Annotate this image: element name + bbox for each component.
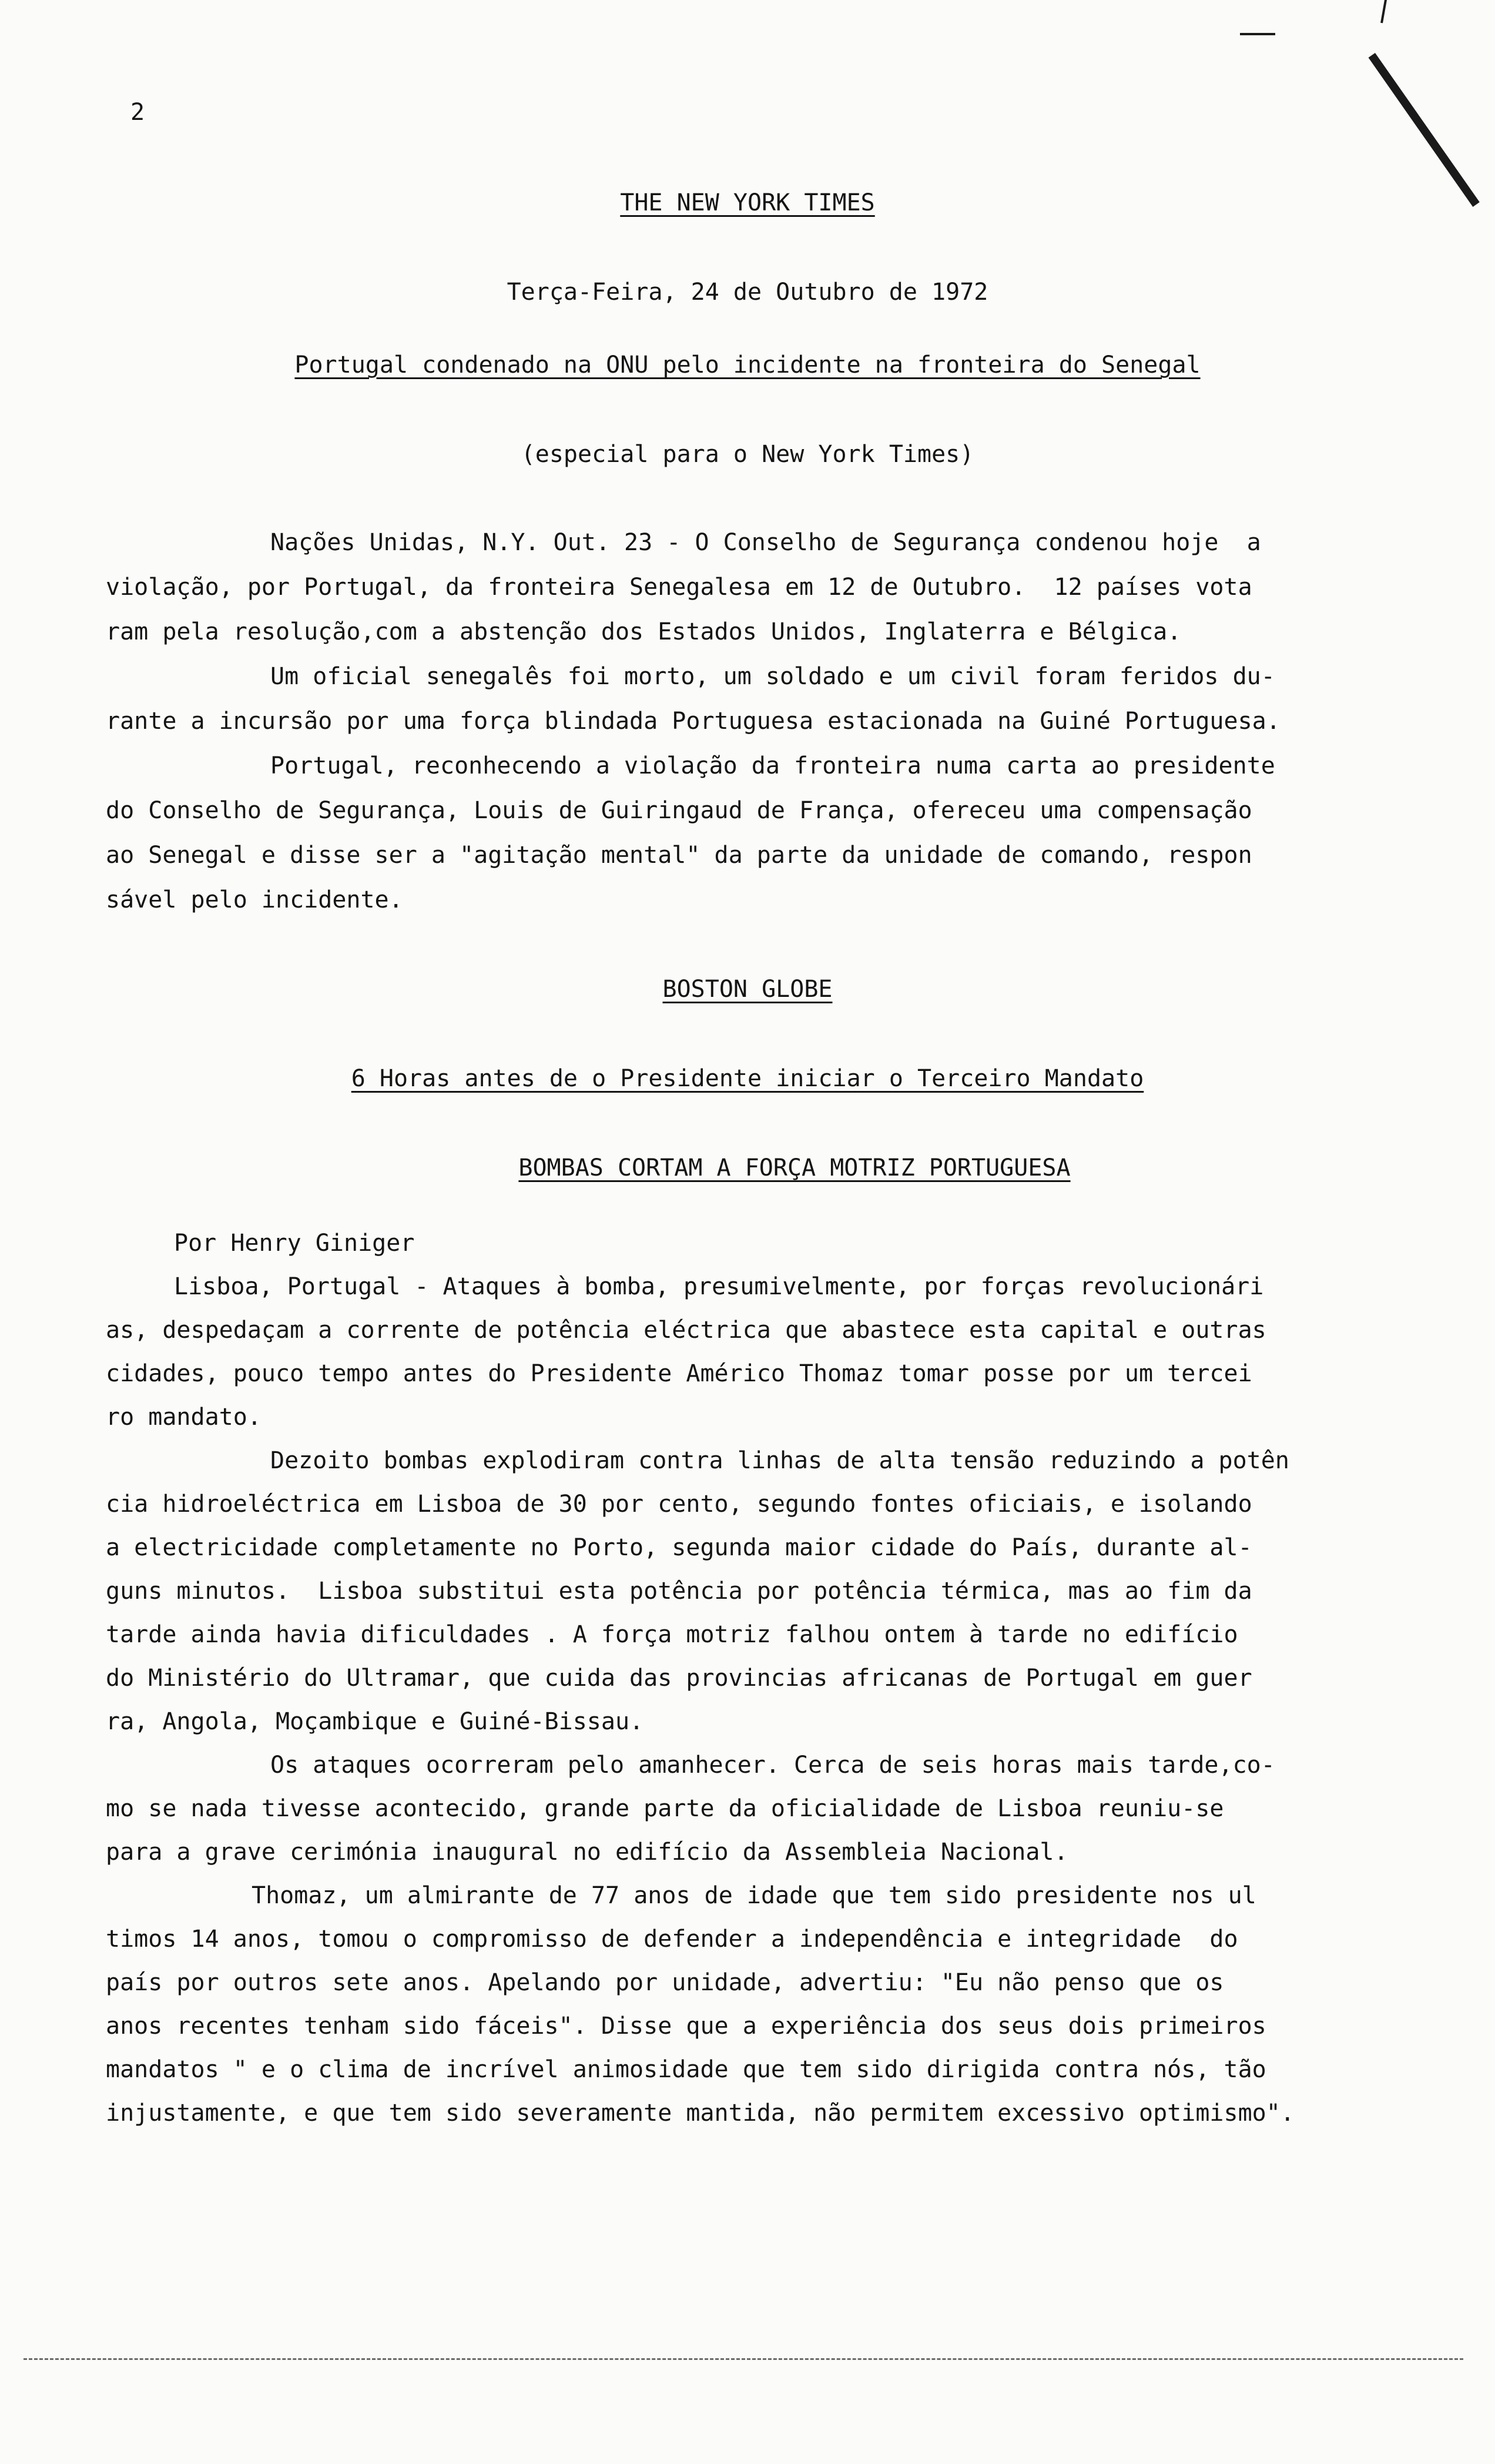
- article1-note: (especial para o New York Times): [521, 441, 974, 468]
- article2-line: as, despedaçam a corrente de potência eléctrica que abastece esta capital e outras: [106, 1317, 1266, 1344]
- scan-mark-tick: [1380, 0, 1387, 23]
- article1-line: rante a incursão por uma força blindada Portuguesa estacionada na Guiné Portuguesa.: [106, 708, 1281, 735]
- article1-line: ram pela resolução,com a abstenção dos Estados Unidos, Inglaterra e Bélgica.: [106, 618, 1182, 645]
- article1-line: violação, por Portugal, da fronteira Senegalesa em 12 de Outubro. 12 países vota: [106, 574, 1252, 601]
- article2-line: Thomaz, um almirante de 77 anos de idade que tem sido presidente nos ul: [252, 1882, 1256, 1909]
- article2-line: ra, Angola, Moçambique e Guiné-Bissau.: [106, 1708, 644, 1735]
- article2-line: mandatos " e o clima de incrível animosidade que tem sido dirigida contra nós, tão: [106, 2056, 1266, 2083]
- article1-line: sável pelo incidente.: [106, 886, 403, 913]
- scan-mark-dash: [1240, 33, 1275, 35]
- article2-line: Dezoito bombas explodiram contra linhas de alta tensão reduzindo a potên: [270, 1447, 1289, 1474]
- article2-headline: 6 Horas antes de o Presidente iniciar o Terceiro Mandato: [351, 1065, 1144, 1092]
- article2-subheadline: BOMBAS CORTAM A FORÇA MOTRIZ PORTUGUESA: [518, 1154, 1071, 1181]
- article1-source: THE NEW YORK TIMES: [620, 189, 875, 216]
- article2-line: ro mandato.: [106, 1404, 262, 1431]
- article2-line: a electricidade completamente no Porto, segunda maior cidade do País, durante al-: [106, 1534, 1252, 1561]
- article2-line: Os ataques ocorreram pelo amanhecer. Cerca de seis horas mais tarde,co-: [270, 1752, 1275, 1779]
- article1-headline: Portugal condenado na ONU pelo incidente na fronteira do Senegal: [294, 351, 1201, 379]
- article2-line: do Ministério do Ultramar, que cuida das provincias africanas de Portugal em guer: [106, 1665, 1252, 1692]
- article2-line: mo se nada tivesse acontecido, grande parte da oficialidade de Lisboa reuniu-se: [106, 1795, 1224, 1822]
- article2-line: para a grave cerimónia inaugural no edifício da Assembleia Nacional.: [106, 1839, 1068, 1866]
- article2-byline: Por Henry Giniger: [174, 1230, 415, 1257]
- article1-line: Nações Unidas, N.Y. Out. 23 - O Conselho de Segurança condenou hoje a: [270, 529, 1261, 556]
- article2-line: cidades, pouco tempo antes do Presidente Américo Thomaz tomar posse por um tercei: [106, 1360, 1252, 1387]
- article2-line: cia hidroeléctrica em Lisboa de 30 por cento, segundo fontes oficiais, e isolando: [106, 1491, 1252, 1518]
- footer-divider: [24, 2358, 1463, 2360]
- article2-source: BOSTON GLOBE: [662, 976, 833, 1003]
- article2-line: timos 14 anos, tomou o compromisso de defender a independência e integridade do: [106, 1926, 1238, 1953]
- article2-line: país por outros sete anos. Apelando por unidade, advertiu: "Eu não penso que os: [106, 1969, 1224, 1996]
- article2-line: injustamente, e que tem sido severamente mantida, não permitem excessivo optimismo".: [106, 2100, 1295, 2127]
- article2-line: tarde ainda havia dificuldades . A força motriz falhou ontem à tarde no edifício: [106, 1621, 1238, 1648]
- article2-line: anos recentes tenham sido fáceis". Disse que a experiência dos seus dois primeiros: [106, 2013, 1266, 2040]
- article2-line: guns minutos. Lisboa substitui esta potência por potência térmica, mas ao fim da: [106, 1578, 1252, 1605]
- article1-line: ao Senegal e disse ser a "agitação mental" da parte da unidade de comando, respon: [106, 842, 1252, 869]
- article1-date: Terça-Feira, 24 de Outubro de 1972: [507, 279, 988, 306]
- article1-line: Portugal, reconhecendo a violação da fronteira numa carta ao presidente: [270, 752, 1275, 779]
- article1-line: Um oficial senegalês foi morto, um soldado e um civil foram feridos du-: [270, 663, 1275, 690]
- page-number: 2: [130, 99, 145, 126]
- article2-line: Lisboa, Portugal - Ataques à bomba, presumivelmente, por forças revolucionári: [174, 1273, 1264, 1300]
- article1-line: do Conselho de Segurança, Louis de Guiringaud de França, ofereceu uma compensação: [106, 797, 1252, 824]
- scan-mark-stroke: [1369, 53, 1480, 207]
